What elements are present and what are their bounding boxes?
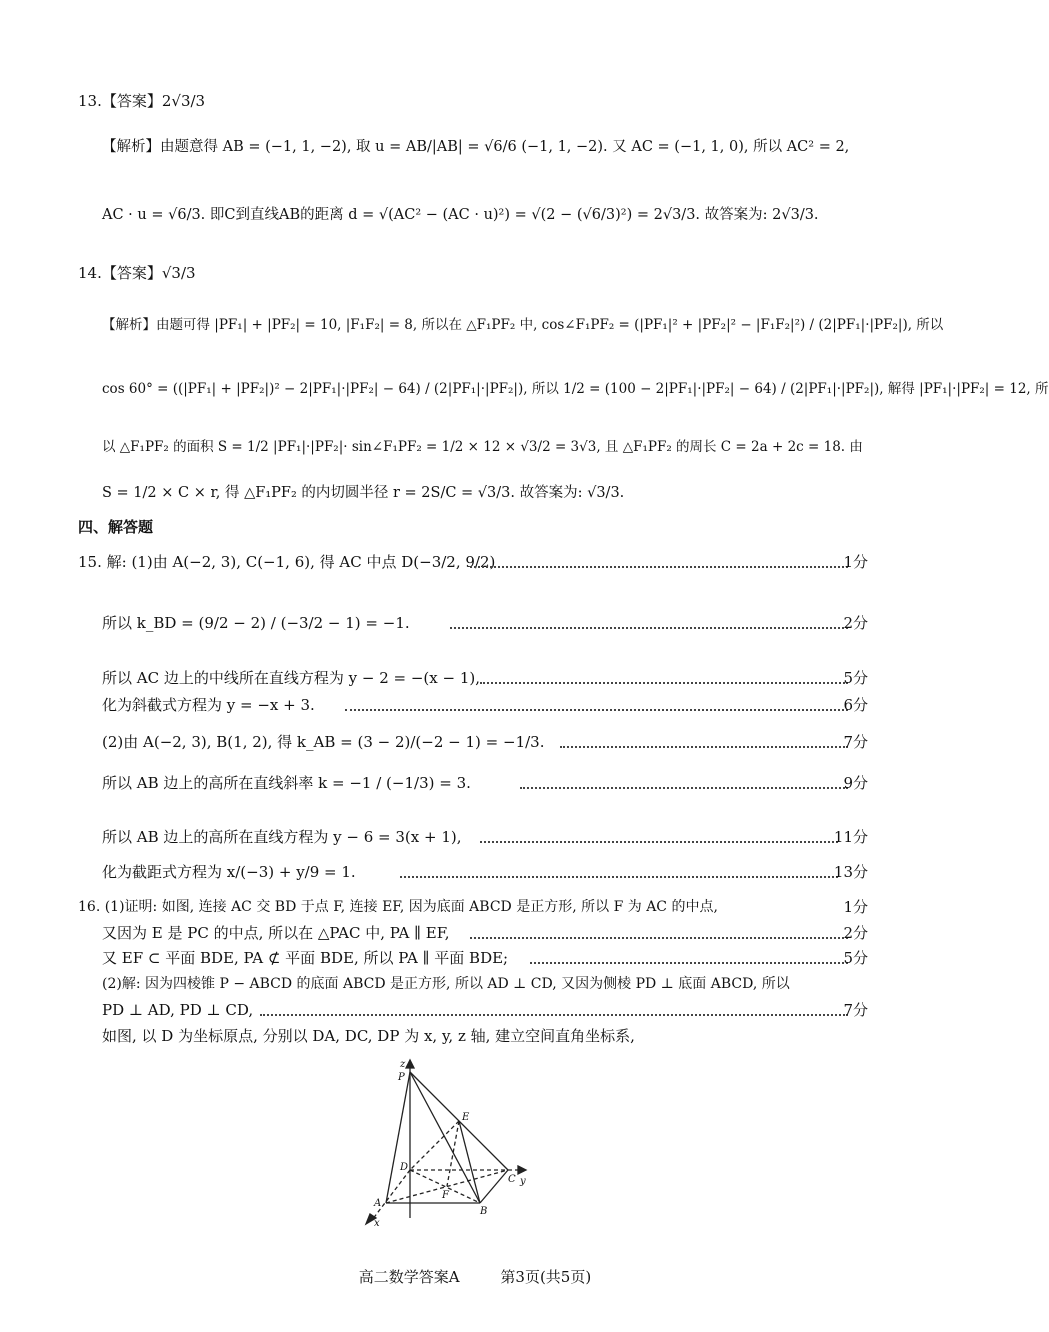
q14-analysis-line-3: 以 △F₁PF₂ 的面积 S = 1/2 |PF₁|·|PF₂|· sin∠F₁PF₂ = 1/2 × 12 × √3/2 = 3√3, 且 △F₁PF₂ 的周长 C = 2a + 2c = 18. 由 <box>102 439 863 455</box>
label-p: P <box>398 1072 405 1083</box>
q16-score-2: 2分 <box>843 924 868 942</box>
q15-line-8: 化为截距式方程为 x/(−3) + y/9 = 1. <box>102 863 356 881</box>
segment-be <box>459 1121 480 1203</box>
label-b: B <box>480 1206 488 1217</box>
q16-line-1: 16. (1)证明: 如图, 连接 AC 交 BD 于点 F, 连接 EF, 因为底面 ABCD 是正方形, 所以 F 为 AC 的中点, <box>78 899 718 915</box>
q15-score-2: 2分 <box>843 614 868 632</box>
dot-leader <box>345 709 848 711</box>
q16-line-6: 如图, 以 D 为坐标原点, 分别以 DA, DC, DP 为 x, y, z 轴, 建立空间直角坐标系, <box>102 1027 635 1045</box>
q13-answer: 13.【答案】2√3/3 <box>78 92 206 110</box>
q15-score-5: 7分 <box>843 733 868 751</box>
q16-score-5: 7分 <box>843 1001 868 1019</box>
q16-score-3: 5分 <box>843 949 868 967</box>
q13-analysis-line-1: 【解析】由题意得 AB = (−1, 1, −2), 取 u = AB/|AB| = √6/6 (−1, 1, −2). 又 AC = (−1, 1, 0), 所以 AC² = 2, <box>102 139 850 155</box>
q13-analysis-line-2: AC · u = √6/3. 即C到直线AB的距离 d = √(AC² − (AC · u)²) = √(2 − (√6/3)²) = 2√3/3. 故答案为: 2√3/3. <box>102 207 819 223</box>
q15-line-5: (2)由 A(−2, 3), B(1, 2), 得 k_AB = (3 − 2)/(−2 − 1) = −1/3. <box>102 733 545 751</box>
dot-leader <box>480 841 838 843</box>
dot-leader <box>260 1014 848 1016</box>
q16-score-1: 1分 <box>843 898 868 916</box>
q15-score-6: 9分 <box>843 774 868 792</box>
q14-answer: 14.【答案】√3/3 <box>78 264 196 282</box>
q15-line-6: 所以 AB 边上的高所在直线斜率 k = −1 / (−1/3) = 3. <box>102 774 471 792</box>
z-arrow-icon <box>406 1060 414 1068</box>
edge-pa <box>386 1072 410 1203</box>
dot-leader <box>560 746 848 748</box>
y-arrow-icon <box>518 1166 526 1174</box>
label-y: y <box>520 1176 526 1187</box>
label-d: D <box>400 1162 409 1173</box>
dot-leader <box>450 627 848 629</box>
edge-pb <box>410 1072 480 1203</box>
dot-leader <box>530 962 848 964</box>
label-a: A <box>374 1198 382 1209</box>
dot-leader <box>480 682 848 684</box>
footer-page-number: 第3页(共5页) <box>500 1268 592 1286</box>
q15-line-2: 所以 k_BD = (9/2 − 2) / (−3/2 − 1) = −1. <box>102 614 410 632</box>
q15-score-4: 6分 <box>843 696 868 714</box>
q16-line-5: PD ⊥ AD, PD ⊥ CD, <box>102 1001 254 1019</box>
q15-score-8: 13分 <box>833 863 868 881</box>
dot-leader <box>400 876 838 878</box>
label-x: x <box>374 1218 380 1229</box>
pyramid-figure <box>362 1058 542 1228</box>
q14-analysis-line-2: cos 60° = ((|PF₁| + |PF₂|)² − 2|PF₁|·|PF₂| − 64) / (2|PF₁|·|PF₂|), 所以 1/2 = (100 − 2|PF₁|·|PF₂| − 64) / (2|PF₁|·|PF₂|), 解得 |PF₁|·|PF₂| = 12, 所 <box>102 381 1049 397</box>
q15-line-4: 化为斜截式方程为 y = −x + 3. <box>102 696 315 714</box>
q16-line-3: 又 EF ⊂ 平面 BDE, PA ⊄ 平面 BDE, 所以 PA ∥ 平面 BDE; <box>102 949 509 967</box>
q14-analysis-line-4: S = 1/2 × C × r, 得 △F₁PF₂ 的内切圆半径 r = 2S/C = √3/3. 故答案为: √3/3. <box>102 485 625 501</box>
q14-analysis-line-1: 【解析】由题可得 |PF₁| + |PF₂| = 10, |F₁F₂| = 8, 所以在 △F₁PF₂ 中, cos∠F₁PF₂ = (|PF₁|² + |PF₂|² − |F₁F₂|²) / (2|PF₁|·|PF₂|), 所以 <box>102 317 944 333</box>
q15-line-7: 所以 AB 边上的高所在直线方程为 y − 6 = 3(x + 1), <box>102 828 462 846</box>
q15-line-1: 15. 解: (1)由 A(−2, 3), C(−1, 6), 得 AC 中点 D(−3/2, 9/2) <box>78 553 496 571</box>
page-footer <box>0 1266 950 1287</box>
q15-score-7: 11分 <box>833 828 868 846</box>
q16-line-2: 又因为 E 是 PC 的中点, 所以在 △PAC 中, PA ∥ EF, <box>102 924 450 942</box>
q15-score-1: 1分 <box>843 553 868 571</box>
label-z: z <box>400 1059 406 1070</box>
section-heading: 四、解答题 <box>78 518 154 536</box>
label-f: F <box>442 1190 449 1201</box>
dot-leader <box>520 787 848 789</box>
q16-line-4: (2)解: 因为四棱锥 P − ABCD 的底面 ABCD 是正方形, 所以 AD ⊥ CD, 又因为侧棱 PD ⊥ 底面 ABCD, 所以 <box>102 976 790 992</box>
dot-leader <box>470 937 848 939</box>
q15-line-3: 所以 AC 边上的中线所在直线方程为 y − 2 = −(x − 1), <box>102 669 480 687</box>
label-e: E <box>462 1112 470 1123</box>
edge-bc <box>480 1170 508 1203</box>
dot-leader <box>470 566 848 568</box>
label-c: C <box>508 1174 516 1185</box>
footer-subject: 高二数学答案A <box>358 1268 460 1286</box>
q15-score-3: 5分 <box>843 669 868 687</box>
